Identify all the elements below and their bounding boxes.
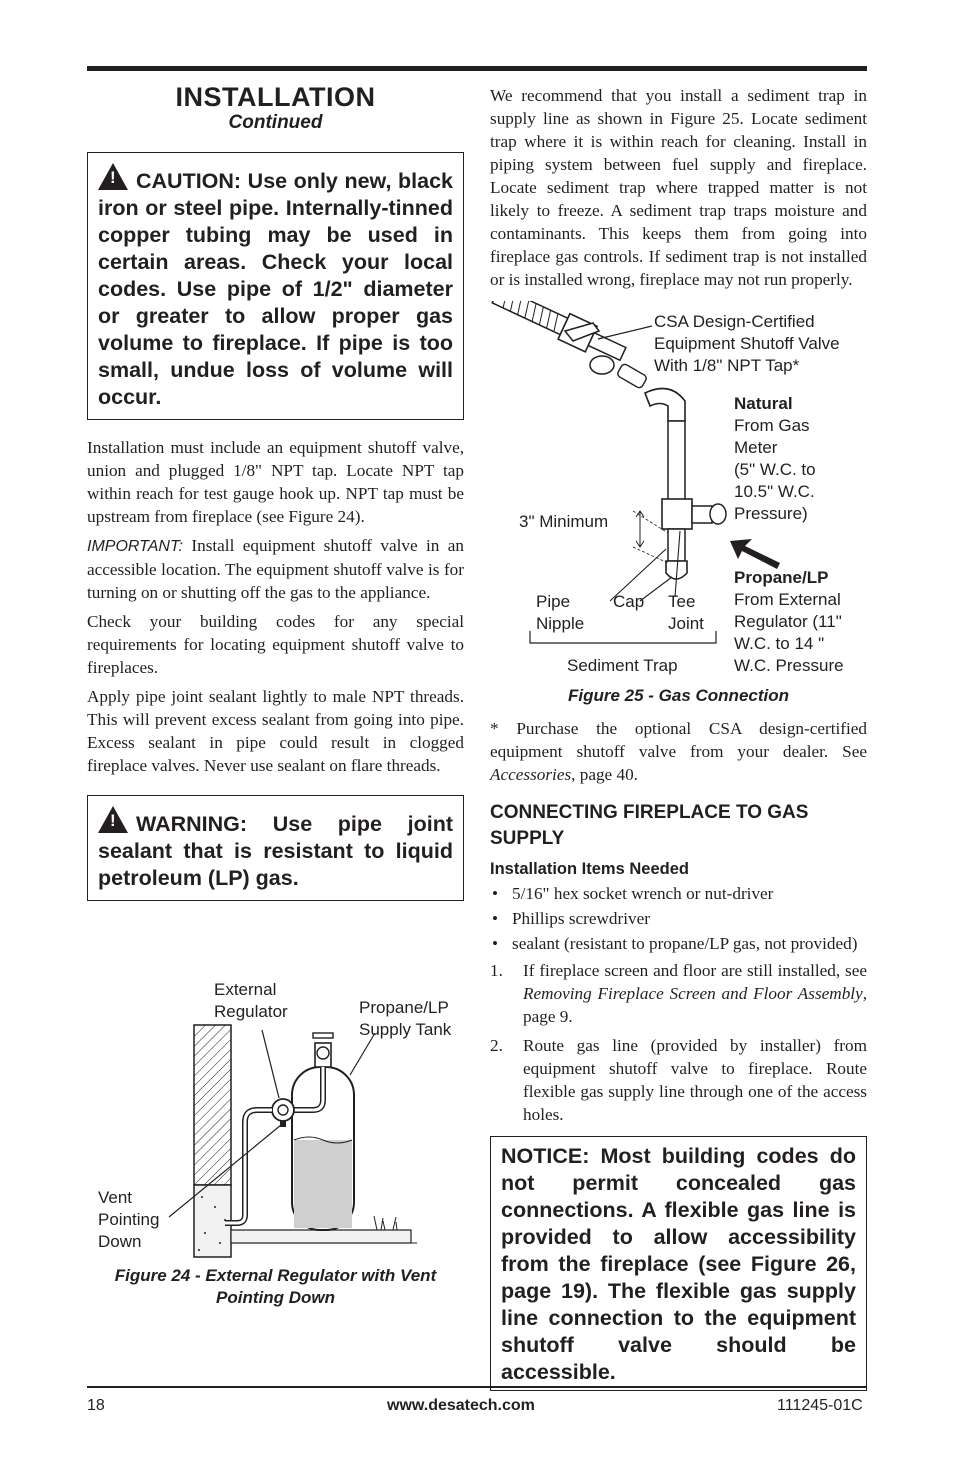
label-line: W.C. to 14 " <box>734 634 825 653</box>
label-line: Meter <box>734 438 778 457</box>
warning-box <box>87 795 464 901</box>
step-reference: Removing Fireplace Screen and Floor Assembly <box>523 984 863 1003</box>
warning-triangle-icon: ! <box>98 163 128 190</box>
label-sediment-trap: Sediment Trap <box>567 656 678 675</box>
caption-line: Pointing Down <box>216 1288 335 1307</box>
notice-box: NOTICE: Most building codes do not permit concealed gas connections. A flexible gas line is provided to allow accessibility from the fireplace (see Figure 26, page 19). The flexible gas supply line connection to the equipment shutoff valve should be accessible. <box>490 1136 867 1391</box>
footnote-text-end: , page 40. <box>571 765 638 784</box>
footer-url[interactable]: www.desatech.com <box>387 1397 535 1414</box>
label-line: From External <box>734 590 841 609</box>
label-line: Regulator <box>214 1002 288 1021</box>
figure-25 <box>490 301 867 711</box>
paragraph-sealant: Apply pipe joint sealant lightly to male NPT threads. This will prevent excess sealant from going into pipe. Excess sealant in pipe could result in clogged fireplace valves. Never use sealant on flare threads. <box>87 687 464 775</box>
step-1 <box>490 959 867 1028</box>
important-label: IMPORTANT: <box>87 538 183 555</box>
items-list <box>490 882 867 955</box>
label-line: Supply Tank <box>359 1020 452 1039</box>
step-number: 2. <box>490 1036 503 1055</box>
label-tee-joint <box>668 591 704 635</box>
warning-triangle-icon: ! <box>98 806 128 833</box>
list-item: • Phillips screwdriver <box>490 907 867 930</box>
label-line: Down <box>98 1232 142 1251</box>
label-natural-gas <box>734 393 816 525</box>
label-line: Natural <box>734 394 793 413</box>
step-number: 1. <box>490 961 503 980</box>
footnote-accessories-ref: Accessories <box>490 765 572 784</box>
caption-line: Figure 24 - External Regulator with Vent <box>114 1266 437 1285</box>
figure-24-caption <box>87 1265 464 1309</box>
label-line: Equipment Shutoff Valve <box>654 334 840 353</box>
label-line: 10.5" W.C. <box>734 482 815 501</box>
figure-24 <box>87 975 464 1320</box>
label-vent-pointing-down <box>98 1187 159 1253</box>
list-item: • sealant (resistant to propane/LP gas, not provided) <box>490 932 867 955</box>
step-text: If fireplace screen and floor are still installed, see <box>523 961 867 980</box>
label-line: (5" W.C. to <box>734 460 816 479</box>
label-line: W.C. Pressure <box>734 656 844 675</box>
items-needed-heading: Installation Items Needed <box>490 860 689 878</box>
label-line: Vent <box>98 1188 133 1207</box>
caution-text: CAUTION: Use only new, black iron or steel pipe. Internally-tinned copper tubing may be used in certain areas. Check your local codes. Use pipe of 1/2" diameter or greater to allow proper gas volume to fireplace. If pipe is too small, undue loss of volume will occur. <box>98 169 453 409</box>
label-line: With 1/8" NPT Tap* <box>654 356 800 375</box>
important-text: Install equipment shutoff valve in an accessible location. The equipment shutoff valve is for turning on or shutting off the gas to the appliance. <box>87 536 464 602</box>
right-column <box>490 84 867 1391</box>
label-line: Joint <box>668 614 704 633</box>
label-external-regulator <box>214 979 288 1023</box>
step-text: Route gas line (provided by installer) from equipment shutoff valve to fireplace. Route flexible gas supply line through one of the access holes. <box>523 1036 867 1124</box>
footnote <box>490 717 867 786</box>
connecting-heading <box>490 800 867 852</box>
label-line: Tee <box>668 592 696 611</box>
warning-text: WARNING: Use pipe joint sealant that is resistant to liquid petroleum (LP) gas. <box>98 812 453 890</box>
label-line: Pointing <box>98 1210 160 1229</box>
label-line: Regulator (11" <box>734 612 842 631</box>
bottom-rule <box>87 1386 867 1388</box>
step-text-end: , page 9. <box>523 984 867 1026</box>
figure-25-caption: Figure 25 - Gas Connection <box>567 686 790 705</box>
footnote-text: * Purchase the optional CSA design-certified equipment shutoff valve from your dealer. See <box>490 719 867 761</box>
paragraph-shutoff: Installation must include an equipment shutoff valve, union and plugged 1/8" NPT tap. Locate NPT tap within reach for test gauge hook up. NPT tap must be upstream from fireplace (see Figure 24). <box>87 438 464 526</box>
list-item: • 5/16" hex socket wrench or nut-driver <box>490 882 867 905</box>
label-propane-lp <box>734 567 844 677</box>
label-line: Pipe <box>536 592 571 611</box>
section-title: INSTALLATION <box>175 82 376 112</box>
heading-line: SUPPLY <box>490 828 565 849</box>
label-pipe-nipple <box>536 591 584 635</box>
label-line: Nipple <box>536 614 585 633</box>
label-line: CSA Design-Certified <box>654 312 815 331</box>
label-line: Propane/LP <box>359 998 449 1017</box>
heading-line: CONNECTING FIREPLACE TO GAS <box>490 802 809 823</box>
label-line: Propane/LP <box>734 568 829 587</box>
section-subtitle: Continued <box>228 112 323 133</box>
steps-list <box>490 959 867 1126</box>
top-rule <box>87 66 867 71</box>
label-line: External <box>214 980 277 999</box>
paragraph-important <box>87 534 464 604</box>
caution-box <box>87 152 464 420</box>
label-shutoff-valve <box>654 311 840 377</box>
label-line: Pressure) <box>734 504 808 523</box>
page-number: 18 <box>87 1397 105 1414</box>
label-supply-tank <box>359 997 451 1041</box>
left-column <box>87 80 464 901</box>
step-2 <box>490 1034 867 1126</box>
sediment-trap-paragraph: We recommend that you install a sediment trap in supply line as shown in Figure 25. Locate sediment trap where it is within reach for cleaning. Install in piping system between fuel supply and fireplace. Locate sediment trap where trapped matter is not likely to freeze. A sediment trap traps moisture and contaminants. This keeps them from going into fireplace gas controls. If sediment trap is not installed or is installed wrong, fireplace may not run properly. <box>490 86 867 289</box>
label-line: From Gas <box>734 416 810 435</box>
document-code: 111245-01C <box>777 1397 863 1414</box>
paragraph-codes: Check your building codes for any special requirements for locating equipment shutoff valve to fireplaces. <box>87 612 464 677</box>
label-cap: Cap <box>613 592 645 611</box>
label-3-inch-minimum: 3" Minimum <box>519 512 609 531</box>
